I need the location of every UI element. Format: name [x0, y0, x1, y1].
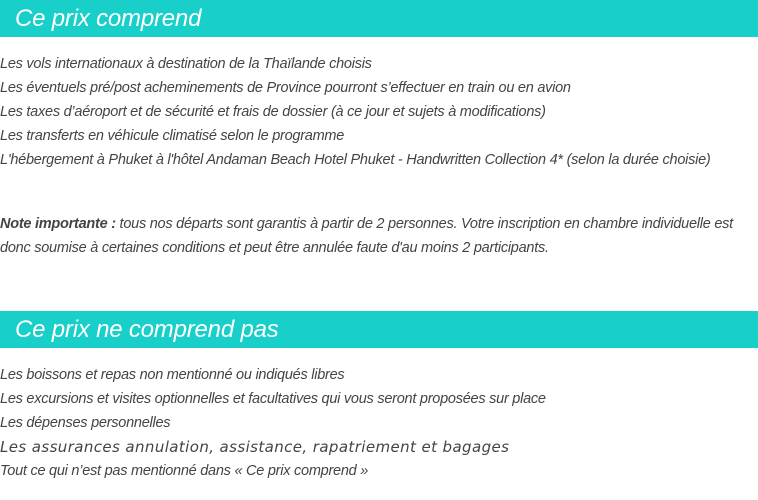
list-item: Les boissons et repas non mentionné ou indiqués libres [0, 367, 345, 383]
list-item: Les éventuels pré/post acheminements de Province pourront s’effectuer en train ou en avion [0, 80, 571, 96]
list-item: Tout ce qui n’est pas mentionné dans « Ce prix comprend » [0, 463, 369, 479]
list-item: L'hébergement à Phuket à l'hôtel Andaman Beach Hotel Phuket - Handwritten Collection 4* (selon la durée choisie) [0, 152, 711, 168]
list-item: Les dépenses personnelles [0, 415, 171, 431]
note-text: tous nos départs sont garantis à partir de 2 personnes. Votre inscription en chambre individuelle est donc soumise à certaines conditions et peut être annulée faute d'au moins 2 participants. [0, 216, 733, 256]
excludes-heading: Ce prix ne comprend pas [0, 311, 758, 348]
list-item: Les vols internationaux à destination de la Thaïlande choisis [0, 56, 372, 72]
list-item: Les assurances annulation, assistance, rapatriement et bagages [0, 438, 510, 456]
includes-heading: Ce prix comprend [0, 0, 758, 37]
note-label: Note importante : [0, 216, 116, 232]
list-item: Les excursions et visites optionnelles et facultatives qui vous seront proposées sur place [0, 391, 546, 407]
important-note [0, 212, 758, 260]
list-item: Les transferts en véhicule climatisé selon le programme [0, 128, 345, 144]
list-item: Les taxes d’aéroport et de sécurité et frais de dossier (à ce jour et sujets à modifications) [0, 104, 546, 120]
includes-list [0, 52, 711, 172]
excludes-list [0, 363, 546, 483]
